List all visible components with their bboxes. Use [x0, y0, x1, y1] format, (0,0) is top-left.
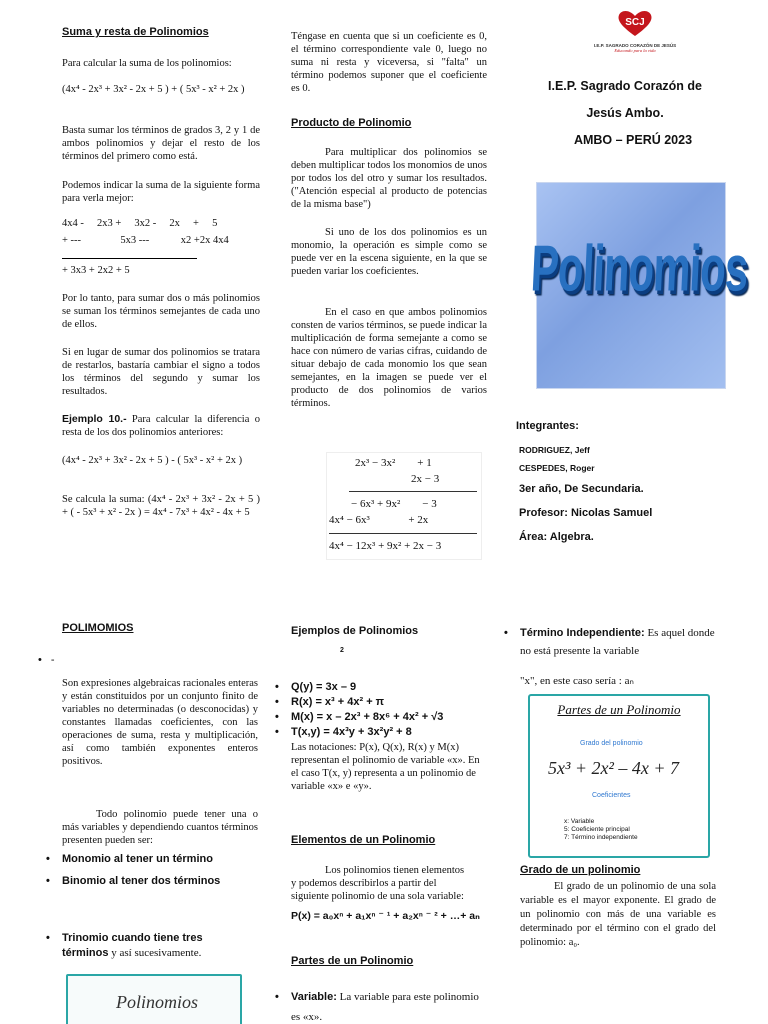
section-title-ejemplos: Ejemplos de Polinomios — [291, 625, 419, 637]
example-paragraph — [62, 413, 260, 439]
logo-motto: Educando para la vida — [614, 48, 656, 53]
cover-word: Polinomios — [529, 231, 750, 305]
partes-legend — [564, 818, 638, 842]
paragraph: Si uno de los dos polinomios es un monomio, la operación es simple como se puede ver en la escena siguiente, en la que se pueden variar los coeficientes. — [291, 227, 487, 277]
variable-text: La variable para este polinomio es «x». — [291, 991, 479, 1023]
teacher-label: Profesor: Nicolas Samuel — [519, 507, 653, 519]
school-name-2: Jesús Ambo. — [586, 106, 664, 120]
termino-text: Es aquel donde no está presente la variable — [520, 627, 715, 657]
integrantes-label: Integrantes: — [516, 420, 579, 432]
paragraph: El grado de un polinomio de una sola variable es el mayor exponente. El grado de un polinomio con más de una variable es determinado por el término con el grado del polinomio: a₀. — [520, 881, 716, 948]
paragraph: Se calcula la suma: (4x⁴ - 2x³ + 3x² - 2x + 5 ) + ( - 5x³ + x² - 2x ) = 4x⁴ - 7x³ + 4x² - 4x + 5 — [62, 494, 260, 518]
paragraph: Por lo tanto, para sumar dos o más polinomios se suman los términos semejantes de cada uno de ellos. — [62, 293, 260, 330]
sum-divider — [62, 258, 197, 259]
svg-text:SCJ: SCJ — [625, 17, 645, 28]
mult-row-1: 2x³ − 3x² + 1 — [355, 457, 432, 469]
bullet-termino-independiente — [520, 624, 716, 660]
mult-result: 4x⁴ − 12x³ + 9x² + 2x − 3 — [329, 540, 442, 552]
sum-row-2: + --- 5x3 --- x2 +2x 4x4 — [62, 235, 229, 246]
paragraph: En el caso en que ambos polinomios consten de varios términos, se puede indicar la multiplicación de forma semejante a como se hace con número de varias cifras, cuidando de situar debajo de cada monomio los que sean semejantes, en la imagen se puede ver el producto de dos polinomios de varios términos. — [291, 307, 487, 409]
paragraph: Téngase en cuenta que si un coeficiente es 0, el término correspondiente vale 0, luego no suma ni resta y viceversa, si "falta" un término podemos suponer que el coeficiente es 0. — [291, 31, 487, 94]
bullet-monomio: • Monomio al tener un término — [62, 853, 213, 865]
example-t: • T(x,y) = 4x³y + 3x²y² + 8 — [291, 726, 412, 738]
termino-label: Término Independiente: — [520, 627, 645, 639]
member-name: RODRIGUEZ, Jeff — [519, 445, 590, 455]
paragraph: Las notaciones: P(x), Q(x), R(x) y M(x) representan el polinomio de variable «x». En el caso T(x, y) representa a un polinomio de variable «x» e «y». — [291, 742, 480, 792]
section-title-elementos: Elementos de un Polinomio — [291, 834, 436, 846]
legend-variable: x: Variable — [564, 818, 595, 825]
definition-paragraph: Son expresiones algebraicas racionales enteras y están constituidos por un conjunto finito de variables no determinadas (o desconocidas) y constantes llamadas coeficientes, con las operaciones de suma, resta y multiplicación, así como también exponentes enteros positivos. — [62, 678, 258, 767]
section-title-producto: Producto de Polinomio — [291, 117, 412, 129]
bullet-trinomio — [62, 931, 252, 961]
variable-label: Variable: — [291, 991, 337, 1003]
multiplication-image — [326, 452, 482, 560]
partes-image-title: Partes de un Polinomio — [557, 702, 681, 717]
polinomios-image-title: Polinomios — [116, 992, 199, 1012]
example-text: Para calcular la diferencia o resta de los dos polinomios anteriores: — [62, 414, 260, 438]
paragraph: Todo polinomio puede tener una o más variables y dependiendo cuantos términos presenten pueden ser: — [62, 809, 258, 846]
city-year: AMBO – PERÚ 2023 — [573, 133, 693, 147]
bullet-binomio: • Binomio al tener dos términos — [62, 875, 220, 887]
coeficientes-caption: Coeficientes — [592, 792, 631, 799]
trinomio-text: Trinomio cuando tiene tres términos — [62, 932, 203, 959]
heart-crest-icon — [615, 8, 655, 38]
school-logo — [592, 8, 678, 52]
partes-polinomio-image — [528, 694, 710, 858]
example-r: • R(x) = x³ + 4x² + π — [291, 696, 384, 708]
bullet-variable — [291, 987, 481, 1024]
area-label: Área: Algebra. — [519, 531, 594, 543]
example-m: • M(x) = x – 2x³ + 8x⁶ + 4x² + √3 — [291, 711, 443, 723]
example-label: Ejemplo 10.- — [62, 413, 127, 425]
paragraph: Podemos indicar la suma de la siguiente forma para verla mejor: — [62, 180, 260, 204]
mult-divider-2 — [329, 533, 477, 534]
mult-row-4: 4x⁴ − 6x³ + 2x — [329, 514, 429, 526]
section-title-grado: Grado de un polinomio — [520, 864, 641, 876]
paragraph: Los polinomios tienen elementos y podemos describirlos a partir del siguiente polinomio de una sola variable: — [291, 865, 465, 902]
legend-termino: 7: Término independiente — [564, 834, 638, 841]
polynomial-expression: (4x⁴ - 2x³ + 3x² - 2x + 5 ) - ( 5x³ - x² + 2x ) — [62, 455, 243, 466]
sum-row-1: 4x4 - 2x3 + 3x2 - 2x + 5 — [62, 218, 218, 229]
mult-divider-1 — [349, 491, 477, 492]
section-title-partes: Partes de un Polinomio — [291, 955, 414, 967]
paragraph: "x", en este caso sería : aₙ — [520, 675, 634, 687]
paragraph: Para multiplicar dos polinomios se deben multiplicar todos los monomios de unos por todos los del otro y sumar los resultados. ("Atención especial al producto de potencias de la misma base") — [291, 147, 487, 210]
legend-coeficiente: 5: Coeficiente principal — [564, 826, 630, 833]
paragraph: Si en lugar de sumar dos polinomios se tratara de restarlos, bastaría cambiar el signo a todos los términos del segundo y sumar los resultados. — [62, 347, 260, 397]
superscript-note: 2 — [340, 647, 344, 654]
cover-image — [529, 183, 750, 388]
paragraph: Para calcular la suma de los polinomios: — [62, 58, 232, 69]
sum-result: + 3x3 + 2x2 + 5 — [62, 265, 130, 276]
school-name: I.E.P. Sagrado Corazón de — [548, 79, 702, 93]
grade-label: 3er año, De Secundaria. — [519, 483, 644, 495]
polinomios-image — [66, 974, 242, 1024]
trinomio-tail: y así sucesivamente. — [108, 947, 202, 959]
mult-row-3: − 6x³ + 9x² − 3 — [351, 498, 437, 510]
polynomial-expression: (4x⁴ - 2x³ + 3x² - 2x + 5 ) + ( 5x³ - x² + 2x ) — [62, 84, 245, 95]
mult-row-2: 2x − 3 — [411, 473, 440, 485]
bullet-dash: • - — [38, 654, 55, 666]
section-title-suma-resta: Suma y resta de Polinomios — [62, 26, 209, 38]
member-name: CESPEDES, Roger — [519, 463, 595, 473]
logo-caption: I.E.P. SAGRADO CORAZÓN DE JESÚS — [593, 43, 677, 48]
example-q: • Q(y) = 3x – 9 — [291, 681, 356, 693]
grado-caption: Grado del polinomio — [580, 740, 643, 747]
section-title-polimomios: POLIMOMIOS — [62, 622, 134, 634]
polynomial-formula: P(x) = a₀xⁿ + a₁xⁿ ⁻ ¹ + a₂xⁿ ⁻ ² + …+ aₙ — [291, 910, 480, 922]
paragraph: Basta sumar los términos de grados 3, 2 y 1 de ambos polinomios y dejar el resto de los términos del primero como está. — [62, 125, 260, 162]
partes-equation: 5x³ + 2x² – 4x + 7 — [548, 758, 680, 778]
